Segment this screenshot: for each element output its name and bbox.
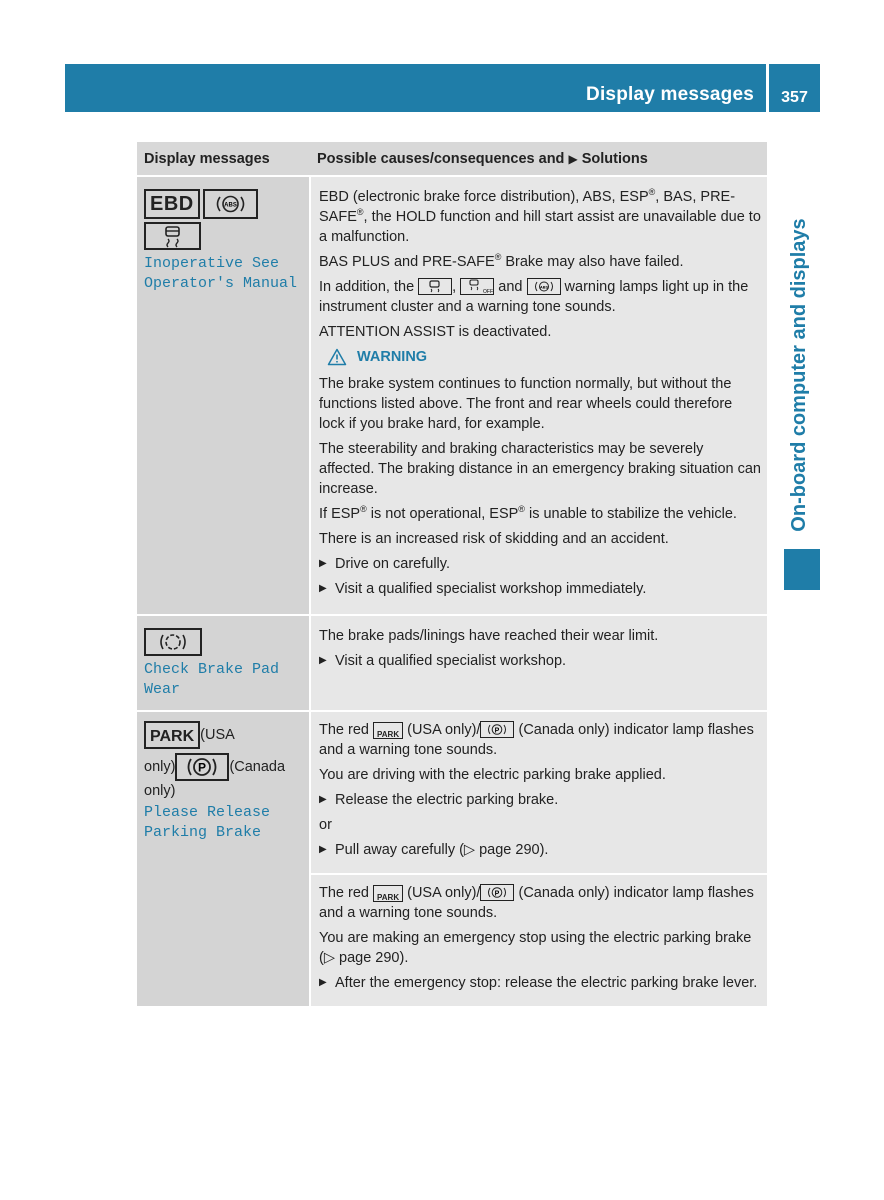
paragraph: The steerability and braking characteristics may be severely affected. The braking distance in an emergency braking situation can increase.: [319, 441, 761, 497]
bullet-arrow-icon: ▶: [319, 844, 327, 855]
table-row: [137, 616, 767, 712]
svg-text:OFF: OFF: [483, 289, 494, 294]
esp-skid-warning-icon: [144, 222, 201, 250]
display-messages-table: [137, 142, 767, 1008]
bullet-item: ▶ Visit a qualified specialist workshop immediately.: [319, 581, 647, 597]
paragraph: The brake pads/linings have reached their wear limit.: [319, 628, 659, 644]
bullet-item: ▶ Visit a qualified specialist workshop.: [319, 653, 567, 669]
bullet-arrow-icon: ▶: [319, 794, 327, 805]
display-message-cell: [137, 177, 309, 614]
bullet-item: ▶ After the emergency stop: release the electric parking brake lever.: [319, 975, 758, 991]
paragraph: BAS PLUS and PRE-SAFE® Brake may also have failed.: [319, 252, 684, 270]
park-lamp-icon: PARK: [373, 722, 403, 739]
paragraph: You are making an emergency stop using the electric parking brake (▷ page 290).: [319, 930, 752, 966]
paragraph: EBD (electronic brake force distribution), ABS, ESP®, BAS, PRE-SAFE®, the HOLD function and hill start assist are unavailable due to a malfunction.: [319, 187, 761, 245]
causes-solutions-cell: [309, 616, 767, 710]
table-header-row: [137, 142, 767, 177]
bullet-arrow-icon: ▶: [568, 152, 578, 166]
parking-brake-p-icon: [175, 753, 229, 781]
esp-off-warning-lamp-icon: [460, 278, 494, 295]
display-message-cell: [137, 616, 309, 710]
solution-group: [311, 873, 767, 1006]
svg-text:ABS: ABS: [223, 202, 237, 209]
esp-warning-lamp-icon: [418, 278, 452, 295]
col2-header: [309, 142, 767, 175]
display-message-text: Please Release Parking Brake: [144, 804, 271, 842]
paragraph: There is an increased risk of skidding and an accident.: [319, 531, 669, 547]
causes-solutions-cell: [309, 712, 767, 1006]
abs-warning-lamp-icon: [527, 278, 561, 295]
bullet-item: ▶ Pull away carefully (▷ page 290).: [319, 842, 549, 858]
svg-text:P: P: [495, 727, 500, 735]
col2-header-text: Possible causes/consequences and: [317, 151, 565, 167]
header-band: [65, 64, 766, 112]
table-row: [137, 177, 767, 616]
abs-warning-icon: [203, 189, 258, 219]
chapter-side-marker: [784, 549, 820, 590]
paragraph: ATTENTION ASSIST is deactivated.: [319, 324, 552, 340]
ebd-warning-icon: EBD: [144, 189, 200, 219]
bullet-arrow-icon: ▶: [319, 655, 327, 666]
display-message-cell: PARK (USA only) P (Canada only) Please Release Parking Brake: [137, 712, 309, 1006]
warning-label: WARNING: [357, 349, 428, 365]
bullet-item: ▶ Release the electric parking brake.: [319, 792, 559, 808]
page-number: 357: [769, 64, 820, 112]
col1-header: Display messages: [137, 142, 309, 175]
paragraph: The red PARK (USA only)/ P (Canada only) indicator lamp flashes and a warning tone sounds.: [319, 885, 754, 921]
table-row: [137, 712, 767, 1008]
section-title: Display messages: [586, 84, 754, 105]
paragraph: or: [319, 817, 332, 833]
bullet-item: ▶ Drive on carefully.: [319, 556, 450, 572]
solution-group: [311, 712, 767, 873]
bullet-arrow-icon: ▶: [319, 977, 327, 988]
park-indicator-icon: PARK: [144, 721, 200, 749]
park-lamp-icon: PARK: [373, 885, 403, 902]
paragraph: In addition, the , OFF and ABS warning lamps light up in the instrument cluster and a warning tone sounds.: [319, 279, 749, 315]
bullet-arrow-icon: ▶: [319, 583, 327, 594]
bullet-arrow-icon: ▶: [319, 558, 327, 569]
chapter-side-label: On-board computer and displays: [788, 218, 810, 532]
paragraph: The red PARK (USA only)/ P (Canada only) indicator lamp flashes and a warning tone sounds.: [319, 722, 754, 758]
warning-triangle-icon: [327, 348, 347, 366]
paragraph: You are driving with the electric parking brake applied.: [319, 767, 666, 783]
display-message-text: Check Brake Pad Wear: [144, 661, 280, 698]
svg-text:P: P: [198, 760, 207, 775]
col2-header-solutions: Solutions: [581, 151, 648, 167]
causes-solutions-cell: [309, 177, 767, 614]
parking-brake-lamp-icon: [480, 884, 514, 901]
warning-heading: [327, 348, 761, 366]
svg-text:P: P: [495, 890, 500, 898]
display-message-text: Inoperative See Operator's Manual: [144, 255, 298, 292]
paragraph: If ESP® is not operational, ESP® is unable to stabilize the vehicle.: [319, 504, 737, 522]
brake-pad-wear-icon: [144, 628, 202, 656]
svg-text:ABS: ABS: [539, 285, 548, 290]
parking-brake-lamp-icon: [480, 721, 514, 738]
paragraph: The brake system continues to function normally, but without the functions listed above. The front and rear wheels could therefore lock if you brake hard, for example.: [319, 376, 733, 432]
